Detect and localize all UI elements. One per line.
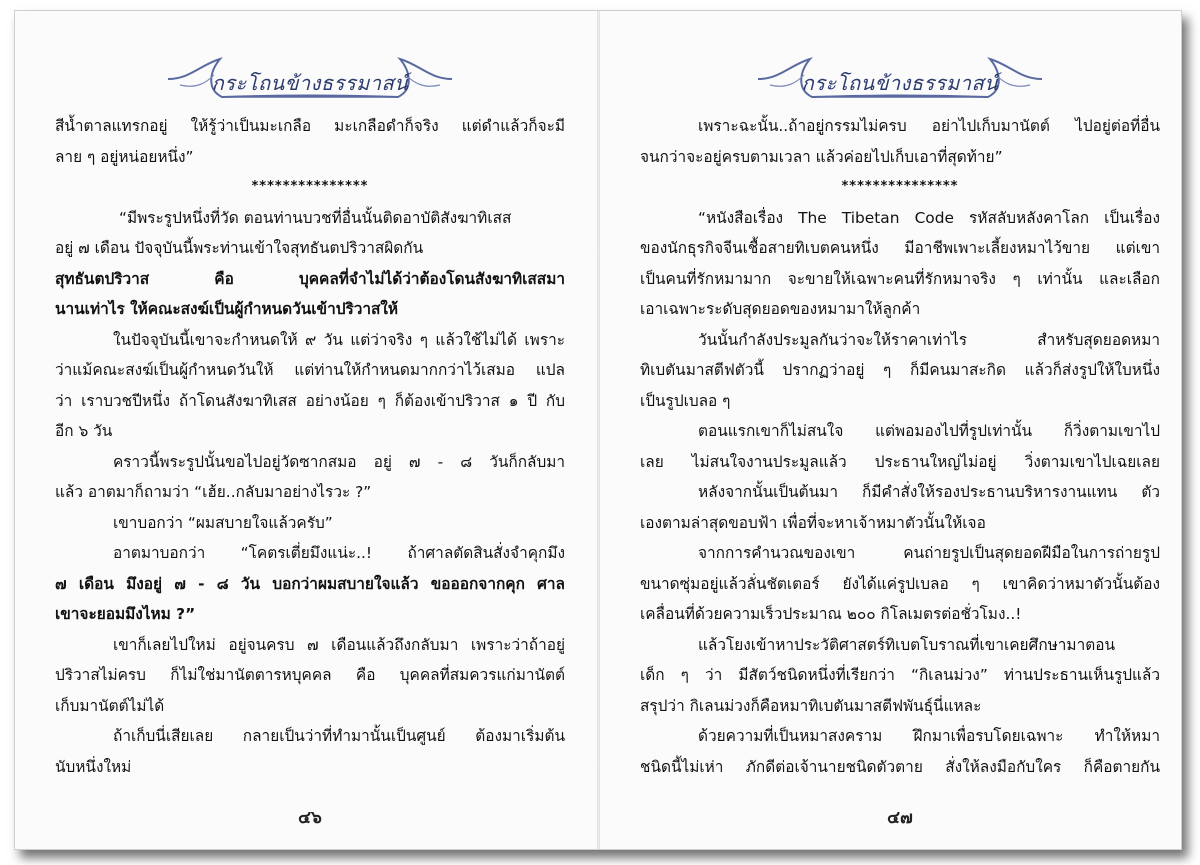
text-line: เองตามล่าสุดขอบฟ้า เพื่อที่จะหาเจ้าหมาตัวนั้นให้เจอ [640,513,986,532]
text-line: ชนิดนี้ไม่เห่า ภักดีต่อเจ้านายชนิดตัวตาย สั่งให้ลงมือกับใคร ก็คือตายกัน [640,757,1160,776]
left-page [55,11,565,849]
text-line: แล้ว อาตมาก็ถามว่า “เฮ้ย..กลับมาอย่างไรวะ ?” [55,483,372,501]
text-line: เขาจะยอมมึงไหม ?” [55,605,196,623]
text-line: *************** [841,179,959,194]
text-line: อาตมาบอกว่า “โคตรเตี่ยมึงแน่ะ..! ถ้าศาลตัดสินสั่งจำคุกมึง [113,544,565,562]
text-line: ถ้าเก็บนี่เสียเลย กลายเป็นว่าที่ทำมานั้นเป็นศูนย์ ต้องมาเริ่มต้น [113,727,565,745]
text-line: เคลื่อนที่ด้วยความเร็วประมาณ ๒๐๐ กิโลเมตรต่อชั่วโมง..! [640,605,1022,623]
text-line: วันนั้นกำลังประมูลกันว่าจะให้ราคาเท่าไร สำหรับสุดยอดหมา [698,330,1160,349]
text-line: ว่า เราบวชปีหนึ่ง ถ้าโดนสังฆาทิเสส อย่างน้อย ๆ ก็ต้องเข้าปริวาส ๑ ปี กับ [55,391,565,410]
left-page-body [55,111,565,782]
text-line: อีก ๖ วัน [55,422,113,440]
text-line: เขาบอกว่า “ผมสบายใจแล้วครับ” [113,513,333,532]
text-line: เด็ก ๆ ว่า มีสัตว์ชนิดหนึ่งที่เรียกว่า “กิเลนม่วง” ท่านประธานเห็นรูปแล้ว [640,666,1160,684]
left-page-header [55,45,565,107]
page-number-right: ๔๗ [887,808,913,828]
right-page-header [640,45,1160,107]
text-line: เอาเฉพาะระดับสุดยอดของหมามาให้ลูกค้า [640,300,921,318]
text-line: ลาย ๆ อยู่หน่อยหนึ่ง” [55,147,194,166]
text-line: “หนังสือเรื่อง The Tibetan Code รหัสลับหลังคาโลก เป็นเรื่อง [698,208,1160,227]
book-spine [597,11,600,849]
running-header-title: กระโถนข้างธรรมาสน์ [211,71,409,95]
text-line: สรุปว่า กิเลนม่วงก็คือหมาทิเบตันมาสตีฟพันธุ์นี่แหละ [640,696,982,715]
text-line: เขาก็เลยไปใหม่ อยู่จนครบ ๗ เดือนแล้วถึงกลับมา เพราะว่าถ้าอยู่ [113,635,565,654]
text-line: ขนาดซุ่มอยู่แล้วลั่นชัตเตอร์ ยังได้แค่รูปเบลอ ๆ เขาคิดว่าหมาตัวนั้นต้อง [640,574,1160,593]
text-line: ทิเบตันมาสตีฟตัวนี้ ปรากฏว่าอยู่ ๆ ก็มีคนมาสะกิด แล้วก็ส่งรูปให้ใบหนึ่ง [640,361,1160,379]
text-line: สุทธันตปริวาส คือ บุคคลที่จำไม่ได้ว่าต้องโดนสังฆาทิเสสมา [55,269,565,288]
right-page [640,11,1160,849]
text-line: ๗ เดือน มึงอยู่ ๗ - ๘ วัน บอกว่าผมสบายใจแล้ว ขอออกจากคุก ศาล [55,574,565,593]
text-line: เก็บมานัตต์ไม่ได้ [55,696,165,715]
text-line: ตอนแรกเขาก็ไม่สนใจ แต่พอมองไปที่รูปเท่านั้น ก็วิ่งตามเขาไป [698,422,1160,440]
text-line: เพราะฉะนั้น..ถ้าอยู่กรรมไม่ครบ อย่าไปเก็บมานัตต์ ไปอยู่ต่อที่อื่น [698,117,1160,135]
book-spread [14,10,1182,850]
text-line: อยู่ ๗ เดือน ปัจจุบันนี้พระท่านเข้าใจสุทธันตปริวาสผิดกัน [55,239,424,257]
text-line: ของนักธุรกิจจีนเชื้อสายทิเบตคนหนึ่ง มีอาชีพเพาะเลี้ยงหมาไว้ขาย แต่เขา [640,239,1160,257]
text-line: แล้วโยงเข้าหาประวัติศาสตร์ทิเบตโบราณที่เขาเคยศึกษามาตอน [698,635,1115,654]
text-line: เป็นรูปเบลอ ๆ [640,391,731,410]
running-header-title: กระโถนข้างธรรมาสน์ [801,71,999,95]
text-line: สีน้ำตาลแทรกอยู่ ให้รู้ว่าเป็นมะเกลือ มะเกลือดำก็จริง แต่ดำแล้วก็จะมี [55,117,565,135]
text-line: คราวนี้พระรูปนั้นขอไปอยู่วัดซากสมอ อยู่ ๗ - ๘ วันก็กลับมา [113,452,565,471]
text-line: “มีพระรูปหนึ่งที่วัด ตอนท่านบวชที่อื่นนั้นติดอาบัติสังฆาทิเสส [119,208,512,227]
text-line: จนกว่าจะอยู่ครบตามเวลา แล้วค่อยไปเก็บเอาที่สุดท้าย” [640,147,1003,166]
text-line: ด้วยความที่เป็นหมาสงคราม ฝึกมาเพื่อรบโดยเฉพาะ ทำให้หมา [698,727,1160,745]
text-line: ปริวาสไม่ครบ ก็ไม่ใช่มานัตตารหบุคคล คือ บุคคลที่สมควรแก่มานัตต์ [55,666,565,684]
text-line: *************** [251,179,369,194]
text-line: เป็นคนที่รักหมามาก จะขายให้เฉพาะคนที่รักหมาจริง ๆ เท่านั้น และเลือก [640,269,1160,288]
text-line: นานเท่าไร ให้คณะสงฆ์เป็นผู้กำหนดวันเข้าปริวาสให้ [55,300,399,318]
text-line: ในปัจจุบันนี้เขาจะกำหนดให้ ๙ วัน แต่ว่าจริง ๆ แล้วใช้ไม่ได้ เพราะ [113,330,565,349]
text-line: จากการคำนวณของเขา คนถ่ายรูปเป็นสุดยอดฝีมือในการถ่ายรูป [698,544,1160,562]
right-page-body [640,111,1160,782]
text-line: ว่าแม้คณะสงฆ์เป็นผู้กำหนดวันให้ แต่ท่านให้กำหนดมากกว่าไว้เสมอ แปล [55,361,565,379]
text-line: เลย ไม่สนใจงานประมูลแล้ว ประธานใหญ่ไม่อยู่ วิ่งตามเขาไปเฉยเลย [640,452,1160,471]
text-line: หลังจากนั้นเป็นต้นมา ก็มีคำสั่งให้รองประธานบริหารงานแทน ตัว [698,483,1160,501]
text-line: นับหนึ่งใหม่ [55,757,132,776]
page-number-left: ๔๖ [298,808,322,828]
